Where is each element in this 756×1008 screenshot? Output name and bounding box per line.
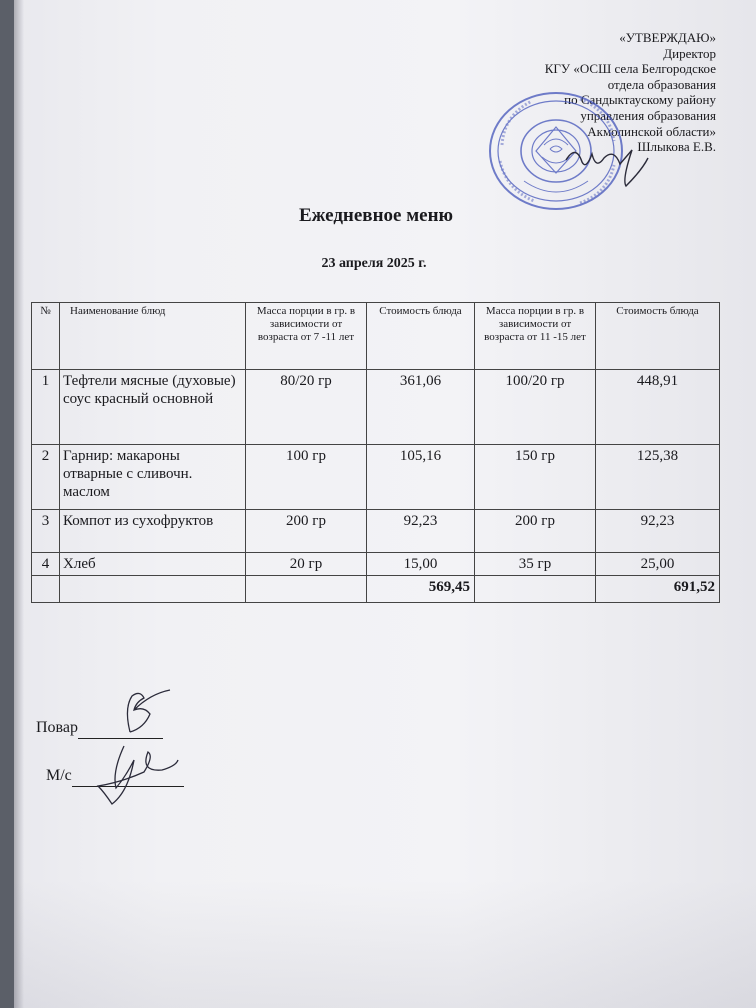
approval-line: Акмолинской области» [587, 123, 716, 139]
dish-name: Тефтели мясные (духовые) соус красный основной [60, 370, 246, 445]
header-number: № [32, 303, 60, 370]
table-row [32, 553, 720, 576]
page-shadow [14, 0, 24, 1008]
mass-11-15: 35 гр [475, 553, 596, 576]
dish-name: Компот из сухофруктов [60, 510, 246, 553]
table-row [32, 370, 720, 445]
nurse-signature-icon [82, 742, 182, 812]
table-row [32, 445, 720, 510]
approval-line: отдела образования [607, 76, 716, 92]
approval-line: Директор [663, 45, 716, 61]
page-shadow [14, 880, 756, 1008]
mass-7-11: 100 гр [246, 445, 367, 510]
approval-line: по Сандыктаускому району [564, 92, 716, 108]
totals-empty-cell [32, 576, 60, 603]
document-page [14, 0, 756, 1008]
header-cost-7-11: Стоимость блюда [367, 303, 475, 370]
table-header-row [32, 303, 720, 370]
approval-line: управления образования [580, 107, 716, 123]
table-row [32, 510, 720, 553]
mass-7-11: 80/20 гр [246, 370, 367, 445]
cost-11-15: 92,23 [596, 510, 720, 553]
total-cost-7-11: 569,45 [367, 576, 475, 603]
cost-7-11: 105,16 [367, 445, 475, 510]
totals-empty-cell [475, 576, 596, 603]
dish-name: Хлеб [60, 553, 246, 576]
mass-11-15: 150 гр [475, 445, 596, 510]
approval-heading: «УТВЕРЖДАЮ» [619, 30, 716, 45]
total-cost-11-15: 691,52 [596, 576, 720, 603]
row-number: 4 [32, 553, 60, 576]
row-number: 1 [32, 370, 60, 445]
row-number: 2 [32, 445, 60, 510]
mass-11-15: 100/20 гр [475, 370, 596, 445]
header-mass-7-11: Масса порции в гр. в зависимости от возраста от 7 -11 лет [246, 303, 367, 370]
totals-empty-cell [60, 576, 246, 603]
mass-7-11: 20 гр [246, 553, 367, 576]
approval-line: КГУ «ОСШ села Белгородское [544, 61, 716, 77]
cook-signature-icon [110, 688, 180, 736]
page-title: Ежедневное меню [298, 205, 454, 226]
dish-name: Гарнир: макароны отварные с сливочн. маслом [60, 445, 246, 510]
totals-empty-cell [246, 576, 367, 603]
totals-row [32, 576, 720, 603]
mass-7-11: 200 гр [246, 510, 367, 553]
nurse-label: М/с [46, 767, 72, 784]
director-signature-icon [562, 140, 652, 190]
row-number: 3 [32, 510, 60, 553]
approval-signer: Шлыкова Е.В. [637, 139, 716, 155]
header-dish-name: Наименование блюд [60, 303, 246, 370]
cost-7-11: 361,06 [367, 370, 475, 445]
header-cost-11-15: Стоимость блюда [596, 303, 720, 370]
header-mass-11-15: Масса порции в гр. в зависимости от возраста от 11 -15 лет [475, 303, 596, 370]
cook-label: Повар [36, 719, 78, 736]
cost-7-11: 15,00 [367, 553, 475, 576]
mass-11-15: 200 гр [475, 510, 596, 553]
cost-11-15: 125,38 [596, 445, 720, 510]
menu-date: 23 апреля 2025 г. [321, 256, 427, 271]
menu-table [31, 302, 720, 603]
cost-11-15: 448,91 [596, 370, 720, 445]
cost-11-15: 25,00 [596, 553, 720, 576]
cost-7-11: 92,23 [367, 510, 475, 553]
